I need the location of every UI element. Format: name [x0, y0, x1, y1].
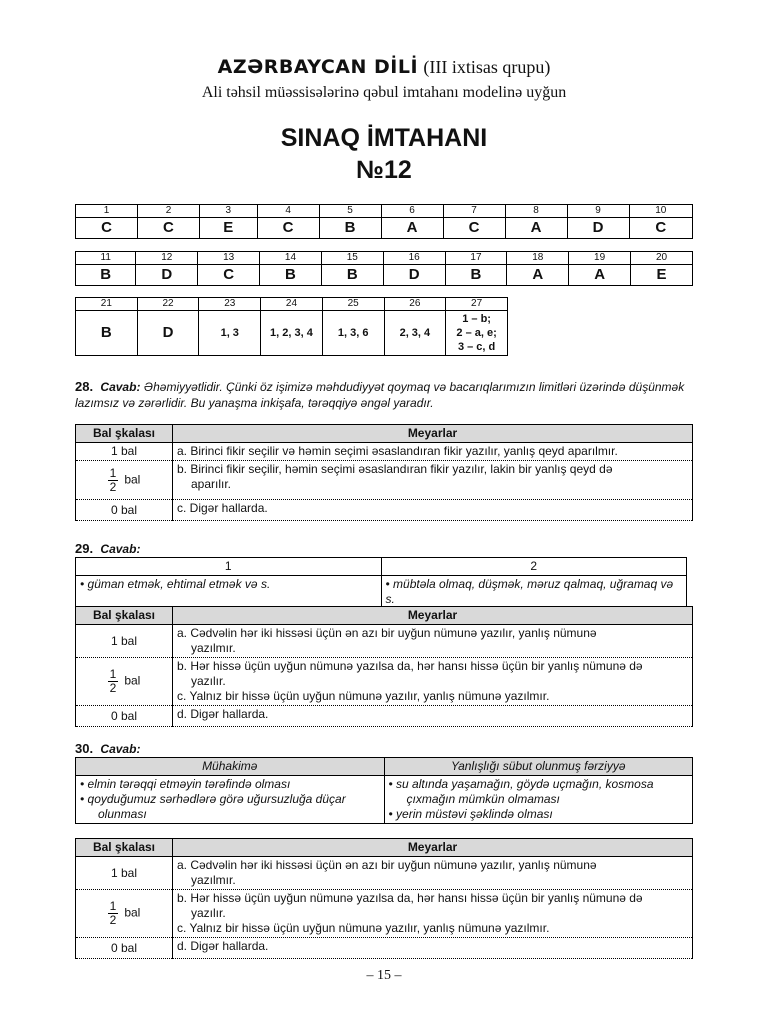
column-header: Yanlışlığı sübut olunmuş fərziyyə — [384, 758, 693, 776]
criteria-cell — [173, 461, 693, 500]
answer-cell — [76, 776, 385, 824]
key-num: 15 — [321, 252, 383, 265]
criteria-cell — [173, 857, 693, 890]
key-num: 17 — [445, 252, 507, 265]
answer-cell: • güman etmək, ehtimal etmək və s. — [76, 576, 382, 609]
key-answer: B — [321, 265, 383, 286]
key-num: 8 — [505, 205, 567, 218]
key-answer: 1, 3 — [199, 311, 261, 356]
key-answer: C — [629, 218, 692, 239]
criteria-line: d. Digər hallarda. — [177, 707, 269, 721]
exam-title — [0, 122, 768, 186]
key-answer: B — [76, 265, 136, 286]
criteria-line: yazılmır. — [191, 641, 236, 655]
key-num: 24 — [261, 298, 323, 311]
key-answer: 2, 3, 4 — [384, 311, 446, 356]
subject-heading — [0, 56, 768, 79]
column-header: Mühakimə — [76, 758, 385, 776]
answer-label: Cavab: — [100, 380, 141, 394]
question-29-answer — [75, 541, 695, 557]
key-answer: B — [76, 311, 138, 356]
key-num: 14 — [260, 252, 322, 265]
criteria-cell — [173, 890, 693, 938]
subtitle: Ali təhsil müəssisələrinə qəbul imtahanı modelinə uyğun — [201, 84, 567, 101]
question-number: 29. — [75, 541, 94, 556]
key-answer: C — [257, 218, 319, 239]
key-answer: B — [260, 265, 322, 286]
scale-cell: 0 bal — [76, 938, 173, 959]
exam-title-text: SINAQ İMTAHANI — [280, 124, 488, 152]
key-answer: 1, 2, 3, 4 — [261, 311, 323, 356]
criteria-line: c. Yalnız bir hissə üçün uyğun nümunə yazılır, yanlış nümunə yazılmır. — [177, 921, 550, 935]
criteria-cell — [173, 500, 693, 521]
answer-line: • elmin tərəqqi etməyin tərəfində olması — [80, 777, 291, 791]
fraction-denominator: 2 — [109, 479, 117, 494]
scale-cell: 1 bal — [76, 857, 173, 890]
scale-cell — [76, 890, 173, 938]
fraction-denominator: 2 — [109, 681, 117, 695]
criteria-table-30 — [75, 838, 693, 959]
fraction-denominator: 2 — [109, 913, 117, 927]
key-num: 16 — [383, 252, 445, 265]
answer-key-row-3 — [75, 297, 508, 356]
key-answer: A — [505, 218, 567, 239]
answer-cell — [384, 776, 693, 824]
criteria-line: yazılır. — [191, 906, 226, 920]
criteria-line: yazılmır. — [191, 873, 236, 887]
key-num: 2 — [137, 205, 199, 218]
question-28-answer — [75, 379, 695, 411]
key-num: 11 — [76, 252, 136, 265]
exam-number: №12 — [356, 156, 412, 184]
subject-name: AZƏRBAYCAN DİLİ — [217, 56, 419, 78]
scale-unit: bal — [124, 472, 141, 487]
scale-cell: 1 bal — [76, 625, 173, 658]
key-answer: C — [443, 218, 505, 239]
key-num: 23 — [199, 298, 261, 311]
key-answer: B — [445, 265, 507, 286]
scale-cell: 0 bal — [76, 500, 173, 521]
criteria-line: aparılır. — [191, 477, 232, 491]
key-answer: A — [569, 265, 631, 286]
key-answer: A — [507, 265, 569, 286]
scale-unit: bal — [124, 905, 141, 920]
key-num: 10 — [629, 205, 692, 218]
key-answer: E — [199, 218, 257, 239]
scale-cell — [76, 658, 173, 706]
answer-line: çıxmağın mümkün olmaması — [406, 792, 560, 806]
answer-table-29 — [75, 557, 687, 609]
criteria-header-criteria: Meyarlar — [173, 425, 693, 443]
criteria-cell — [173, 706, 693, 727]
criteria-header-criteria: Meyarlar — [173, 839, 693, 857]
key-answer-line: 3 – c, d — [457, 341, 496, 353]
key-answer-line: 1 – b; — [462, 313, 491, 325]
key-num: 5 — [319, 205, 381, 218]
criteria-line: a. Cədvəlin hər iki hissəsi üçün ən azı bir uyğun nümunə yazılır, yanlış nümunə — [177, 858, 597, 872]
answer-line: • qoyduğumuz sərhədlərə görə uğursuzluğa düçar — [80, 792, 346, 806]
key-num: 19 — [569, 252, 631, 265]
key-answer: C — [137, 218, 199, 239]
subject-group: (III ixtisas qrupu) — [423, 57, 551, 77]
key-num: 26 — [384, 298, 446, 311]
key-num: 9 — [567, 205, 629, 218]
criteria-cell — [173, 938, 693, 959]
criteria-header-scale: Bal şkalası — [76, 425, 173, 443]
key-num: 21 — [76, 298, 138, 311]
key-answer: 1, 3, 6 — [322, 311, 384, 356]
criteria-line: d. Digər hallarda. — [177, 939, 269, 953]
key-answer-line: 2 – a, e; — [456, 327, 497, 339]
criteria-line: b. Hər hissə üçün uyğun nümunə yazılsa da, hər hansı hissə üçün bir yanlış nümunə də — [177, 659, 643, 673]
key-answer: C — [198, 265, 260, 286]
criteria-header-scale: Bal şkalası — [76, 607, 173, 625]
question-number: 30. — [75, 741, 94, 756]
criteria-line: c. Yalnız bir hissə üçün uyğun nümunə yazılır, yanlış nümunə yazılmır. — [177, 689, 550, 703]
criteria-cell — [173, 443, 693, 461]
scale-unit: bal — [124, 673, 141, 688]
key-answer: B — [319, 218, 381, 239]
key-num: 13 — [198, 252, 260, 265]
key-num: 6 — [381, 205, 443, 218]
criteria-header-criteria: Meyarlar — [173, 607, 693, 625]
criteria-line: b. Hər hissə üçün uyğun nümunə yazılsa da, hər hansı hissə üçün bir yanlış nümunə də — [177, 891, 643, 905]
criteria-cell — [173, 658, 693, 706]
answer-key-row-2 — [75, 251, 693, 286]
half-fraction — [108, 900, 119, 927]
key-num: 1 — [76, 205, 138, 218]
key-answer: E — [631, 265, 693, 286]
answer-label: Cavab: — [100, 742, 141, 756]
criteria-line: a. Cədvəlin hər iki hissəsi üçün ən azı bir uyğun nümunə yazılır, yanlış nümunə — [177, 626, 597, 640]
criteria-line: a. Birinci fikir seçilir və həmin seçimi əsaslandıran fikir yazılır, yanlış qeyd aparılmır. — [177, 444, 618, 458]
criteria-line: b. Birinci fikir seçilir, həmin seçimi əsaslandıran fikir yazılır, lakin bir yanlış qeyd də — [177, 462, 613, 476]
key-answer: D — [137, 311, 199, 356]
key-num: 22 — [137, 298, 199, 311]
scale-cell: 0 bal — [76, 706, 173, 727]
key-answer-27 — [446, 311, 508, 356]
answer-line: olunması — [98, 807, 147, 821]
criteria-line: c. Digər hallarda. — [177, 501, 268, 515]
key-num: 25 — [322, 298, 384, 311]
key-num: 4 — [257, 205, 319, 218]
half-fraction — [108, 668, 119, 695]
criteria-line: yazılır. — [191, 674, 226, 688]
key-num: 7 — [443, 205, 505, 218]
answer-cell: • mübtəla olmaq, düşmək, məruz qalmaq, uğramaq və s. — [381, 576, 687, 609]
key-answer: D — [136, 265, 198, 286]
answer-table-30 — [75, 757, 693, 824]
key-num: 18 — [507, 252, 569, 265]
criteria-header-scale: Bal şkalası — [76, 839, 173, 857]
scale-cell — [76, 461, 173, 500]
answer-text: Əhəmiyyətlidir. Çünki öz işimizə məhdudiyyət qoymaq və bacarıqlarımızın limitləri üzərində düşünmək lazımsız və zərərlidir. Bu yanaşma inkişafa, tərəqqiyə əngəl yaradır. — [75, 380, 685, 410]
column-header: 2 — [381, 558, 687, 576]
fraction-numerator: 1 — [109, 899, 117, 913]
key-num: 3 — [199, 205, 257, 218]
key-num: 20 — [631, 252, 693, 265]
fraction-numerator: 1 — [109, 667, 117, 681]
criteria-table-28 — [75, 424, 693, 521]
column-header: 1 — [76, 558, 382, 576]
question-number: 28. — [75, 379, 94, 394]
answer-line: • su altında yaşamağın, göydə uçmağın, kosmosa — [388, 777, 654, 791]
criteria-table-29 — [75, 606, 693, 727]
answer-key-row-1 — [75, 204, 693, 239]
key-num: 27 — [446, 298, 508, 311]
half-fraction — [108, 467, 119, 494]
page-number: – 15 – — [366, 968, 402, 983]
answer-label: Cavab: — [100, 542, 141, 556]
fraction-numerator: 1 — [109, 465, 117, 480]
answer-line: • yerin müstəvi şəklində olması — [388, 807, 553, 821]
key-answer: C — [76, 218, 138, 239]
question-30-answer — [75, 741, 695, 757]
scale-cell: 1 bal — [76, 443, 173, 461]
key-num: 12 — [136, 252, 198, 265]
key-answer: D — [567, 218, 629, 239]
criteria-cell — [173, 625, 693, 658]
key-answer: A — [381, 218, 443, 239]
key-answer: D — [383, 265, 445, 286]
